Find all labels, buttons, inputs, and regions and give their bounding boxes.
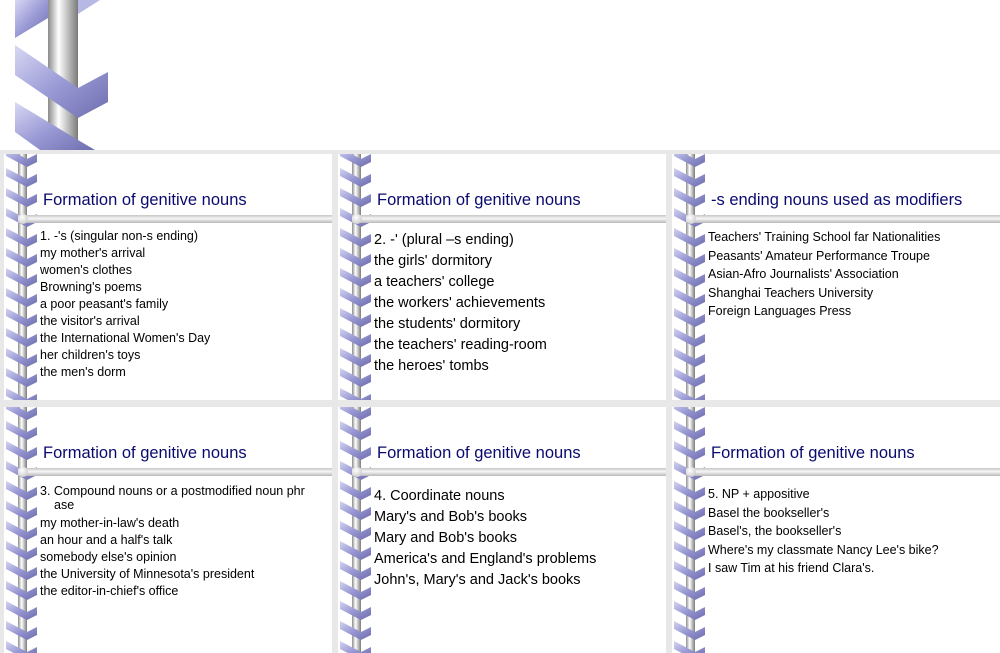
slide-text-list xyxy=(708,485,994,578)
slide-genitive-appositive xyxy=(672,407,1000,653)
list-item: Mary and Bob's books xyxy=(374,530,518,546)
slide-title: Formation of genitive nouns xyxy=(377,191,581,209)
divider-rule xyxy=(352,215,666,223)
spiral-ribbon-decoration xyxy=(672,407,712,653)
list-item: the workers' achievements xyxy=(374,295,546,311)
slide-title: Formation of genitive nouns xyxy=(43,444,247,462)
slide-title: Formation of genitive nouns xyxy=(711,444,915,462)
list-item: Basel the bookseller's xyxy=(708,505,830,520)
list-item: a poor peasant's family xyxy=(40,297,169,311)
list-item: the International Women's Day xyxy=(40,331,211,345)
slide-s-ending-modifiers xyxy=(672,154,1000,400)
spiral-ribbon-decoration xyxy=(4,407,44,653)
list-item: 2. -' (plural –s ending) xyxy=(374,232,514,248)
list-item: the girls' dormitory xyxy=(374,253,492,269)
slide-text-list xyxy=(374,486,660,591)
list-item: America's and England's problems xyxy=(374,551,597,567)
list-item: the University of Minnesota's president xyxy=(40,567,255,581)
spiral-ribbon-decoration xyxy=(4,154,44,400)
header-slide-banner xyxy=(0,0,1000,150)
spiral-ribbon-decoration xyxy=(338,407,378,653)
list-item: the men's dorm xyxy=(40,365,126,379)
spiral-ribbon-decoration xyxy=(0,0,130,150)
divider-rule xyxy=(686,468,1000,476)
list-item: women's clothes xyxy=(40,263,133,277)
list-item: Mary's and Bob's books xyxy=(374,509,528,525)
list-item: John's, Mary's and Jack's books xyxy=(374,572,581,588)
list-item: the students' dormitory xyxy=(374,316,521,332)
slide-text-list xyxy=(374,230,660,377)
list-item: a teachers' college xyxy=(374,274,495,290)
slide-text-list xyxy=(708,228,994,321)
divider-rule xyxy=(686,215,1000,223)
list-item: the visitor's arrival xyxy=(40,314,140,328)
list-item: my mother-in-law's death xyxy=(40,516,180,530)
list-item: Basel's, the bookseller's xyxy=(708,524,842,538)
list-item: I saw Tim at his friend Clara's. xyxy=(708,561,875,575)
list-item: somebody else's opinion xyxy=(40,550,177,564)
slide-text-list xyxy=(40,228,326,381)
list-item: the editor-in-chief's office xyxy=(40,584,179,598)
slide-genitive-coordinate xyxy=(338,407,666,653)
slide-genitive-plural xyxy=(338,154,666,400)
list-item: Asian-Afro Journalists' Association xyxy=(708,267,899,281)
list-item: 1. -'s (singular non-s ending) xyxy=(40,229,199,243)
list-item: Shanghai Teachers University xyxy=(708,285,874,300)
list-item: Where's my classmate Nancy Lee's bike? xyxy=(708,542,939,557)
list-item: Teachers' Training School far Nationalities xyxy=(708,230,941,244)
list-item: an hour and a half's talk xyxy=(40,533,173,547)
slide-text-list xyxy=(40,484,326,600)
list-item: Browning's poems xyxy=(40,280,142,294)
list-item: Foreign Languages Press xyxy=(708,304,852,318)
slide-title: Formation of genitive nouns xyxy=(377,444,581,462)
slide-genitive-compound xyxy=(4,407,332,653)
list-item: 4. Coordinate nouns xyxy=(374,488,505,504)
list-item: 3. Compound nouns or a postmodified noun phr ase xyxy=(40,484,305,512)
list-item: Peasants' Amateur Performance Troupe xyxy=(708,248,930,263)
list-item: 5. NP + appositive xyxy=(708,487,810,501)
slide-genitive-singular xyxy=(4,154,332,400)
spiral-ribbon-decoration xyxy=(672,154,712,400)
list-item: the heroes' tombs xyxy=(374,358,489,374)
list-item: my mother's arrival xyxy=(40,246,146,260)
slide-title: -s ending nouns used as modifiers xyxy=(711,191,963,209)
divider-rule xyxy=(18,215,332,223)
divider-rule xyxy=(18,468,332,476)
slide-title: Formation of genitive nouns xyxy=(43,191,247,209)
spiral-ribbon-decoration xyxy=(338,154,378,400)
divider-rule xyxy=(352,468,666,476)
list-item: the teachers' reading-room xyxy=(374,337,547,353)
list-item: her children's toys xyxy=(40,348,141,362)
